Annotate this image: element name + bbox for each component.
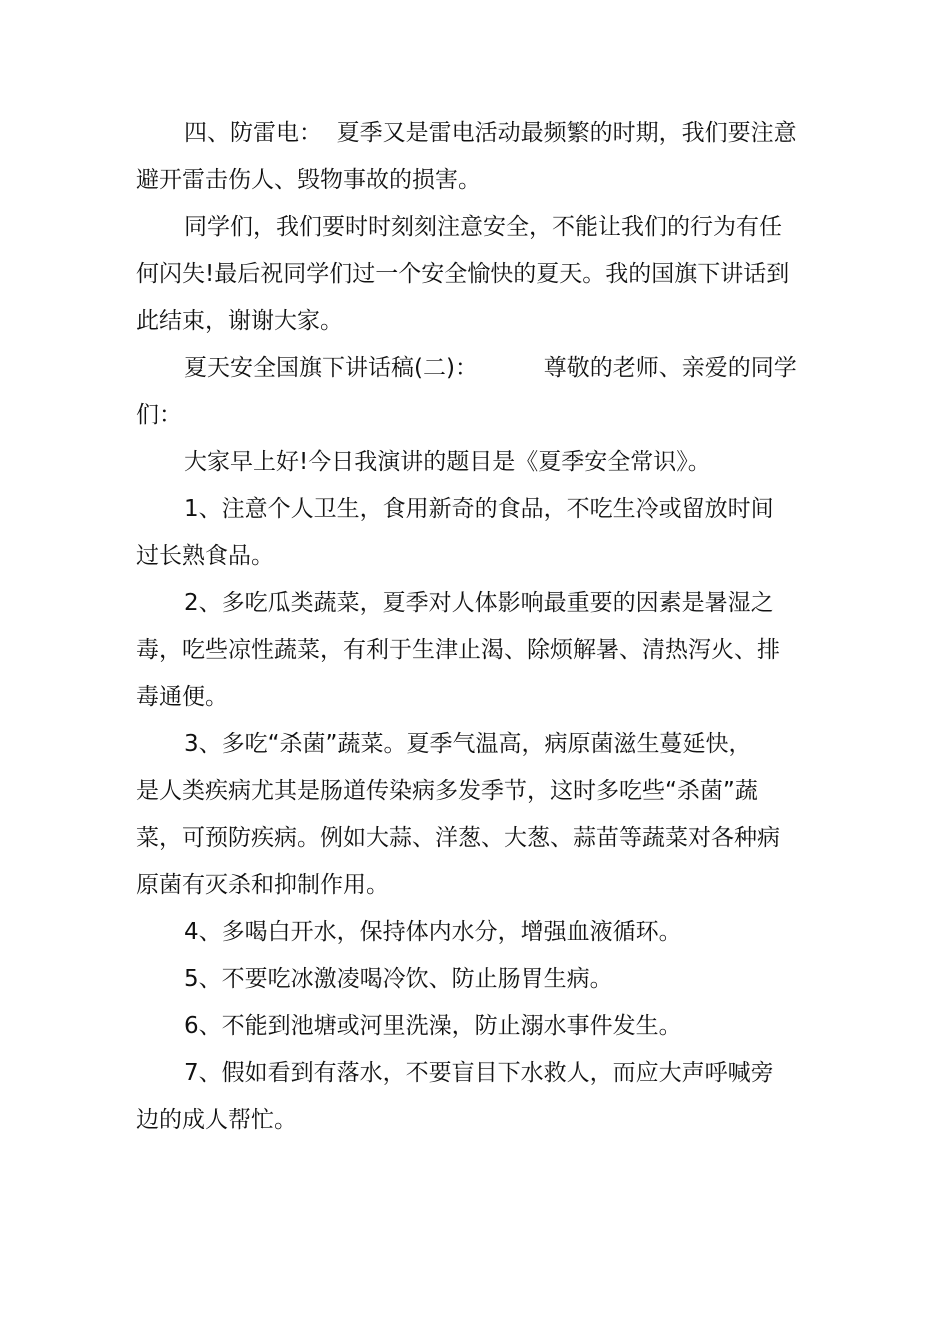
text-line: 过长熟食品。	[136, 543, 274, 569]
text-line: 原菌有灭杀和抑制作用。	[136, 872, 389, 898]
text-line: 此结束，谢谢大家。	[136, 308, 343, 334]
paragraph-item-1	[136, 486, 816, 580]
text-line: 1、注意个人卫生，食用新奇的食品，不吃生冷或留放时间	[184, 496, 774, 522]
text-line: 们：	[136, 402, 182, 428]
paragraph-item-4	[136, 909, 816, 956]
text-line: 4、多喝白开水，保持体内水分，增强血液循环。	[184, 919, 682, 945]
text-line: 2、多吃瓜类蔬菜，夏季对人体影响最重要的因素是暑湿之	[184, 590, 774, 616]
paragraph-item-3	[136, 721, 816, 909]
text-line: 避开雷击伤人、毁物事故的损害。	[136, 167, 481, 193]
text-line: 7、假如看到有落水，不要盲目下水救人，而应大声呼喊旁	[184, 1060, 774, 1086]
document-body	[136, 110, 816, 1144]
paragraph-item-6	[136, 1003, 816, 1050]
text-line: 四、防雷电： 夏季又是雷电活动最频繁的时期，我们要注意	[184, 120, 797, 146]
text-line: 3、多吃“杀菌”蔬菜。夏季气温高，病原菌滋生蔓延快，	[184, 731, 752, 757]
text-line: 5、不要吃冰激凌喝冷饮、防止肠胃生病。	[184, 966, 613, 992]
paragraph-greeting	[136, 439, 816, 486]
text-line: 夏天安全国旗下讲话稿(二)： 尊敬的老师、亲爱的同学	[184, 355, 797, 381]
paragraph-closing	[136, 204, 816, 345]
paragraph-speech-two-title	[136, 345, 816, 439]
paragraph-item-7	[136, 1050, 816, 1144]
text-line: 大家早上好!今日我演讲的题目是《夏季安全常识》。	[184, 449, 711, 475]
text-line: 毒通便。	[136, 684, 228, 710]
text-line: 6、不能到池塘或河里洗澡，防止溺水事件发生。	[184, 1013, 682, 1039]
text-line: 是人类疾病尤其是肠道传染病多发季节，这时多吃些“杀菌”蔬	[136, 778, 758, 804]
paragraph-item-2	[136, 580, 816, 721]
text-line: 同学们，我们要时时刻刻注意安全，不能让我们的行为有任	[184, 214, 782, 240]
text-line: 菜，可预防疾病。例如大蒜、洋葱、大葱、蒜苗等蔬菜对各种病	[136, 825, 780, 851]
paragraph-item-5	[136, 956, 816, 1003]
text-line: 边的成人帮忙。	[136, 1107, 297, 1133]
text-line: 何闪失!最后祝同学们过一个安全愉快的夏天。我的国旗下讲话到	[136, 261, 790, 287]
paragraph-lightning	[136, 110, 816, 204]
text-line: 毒，吃些凉性蔬菜，有利于生津止渴、除烦解暑、清热泻火、排	[136, 637, 780, 663]
